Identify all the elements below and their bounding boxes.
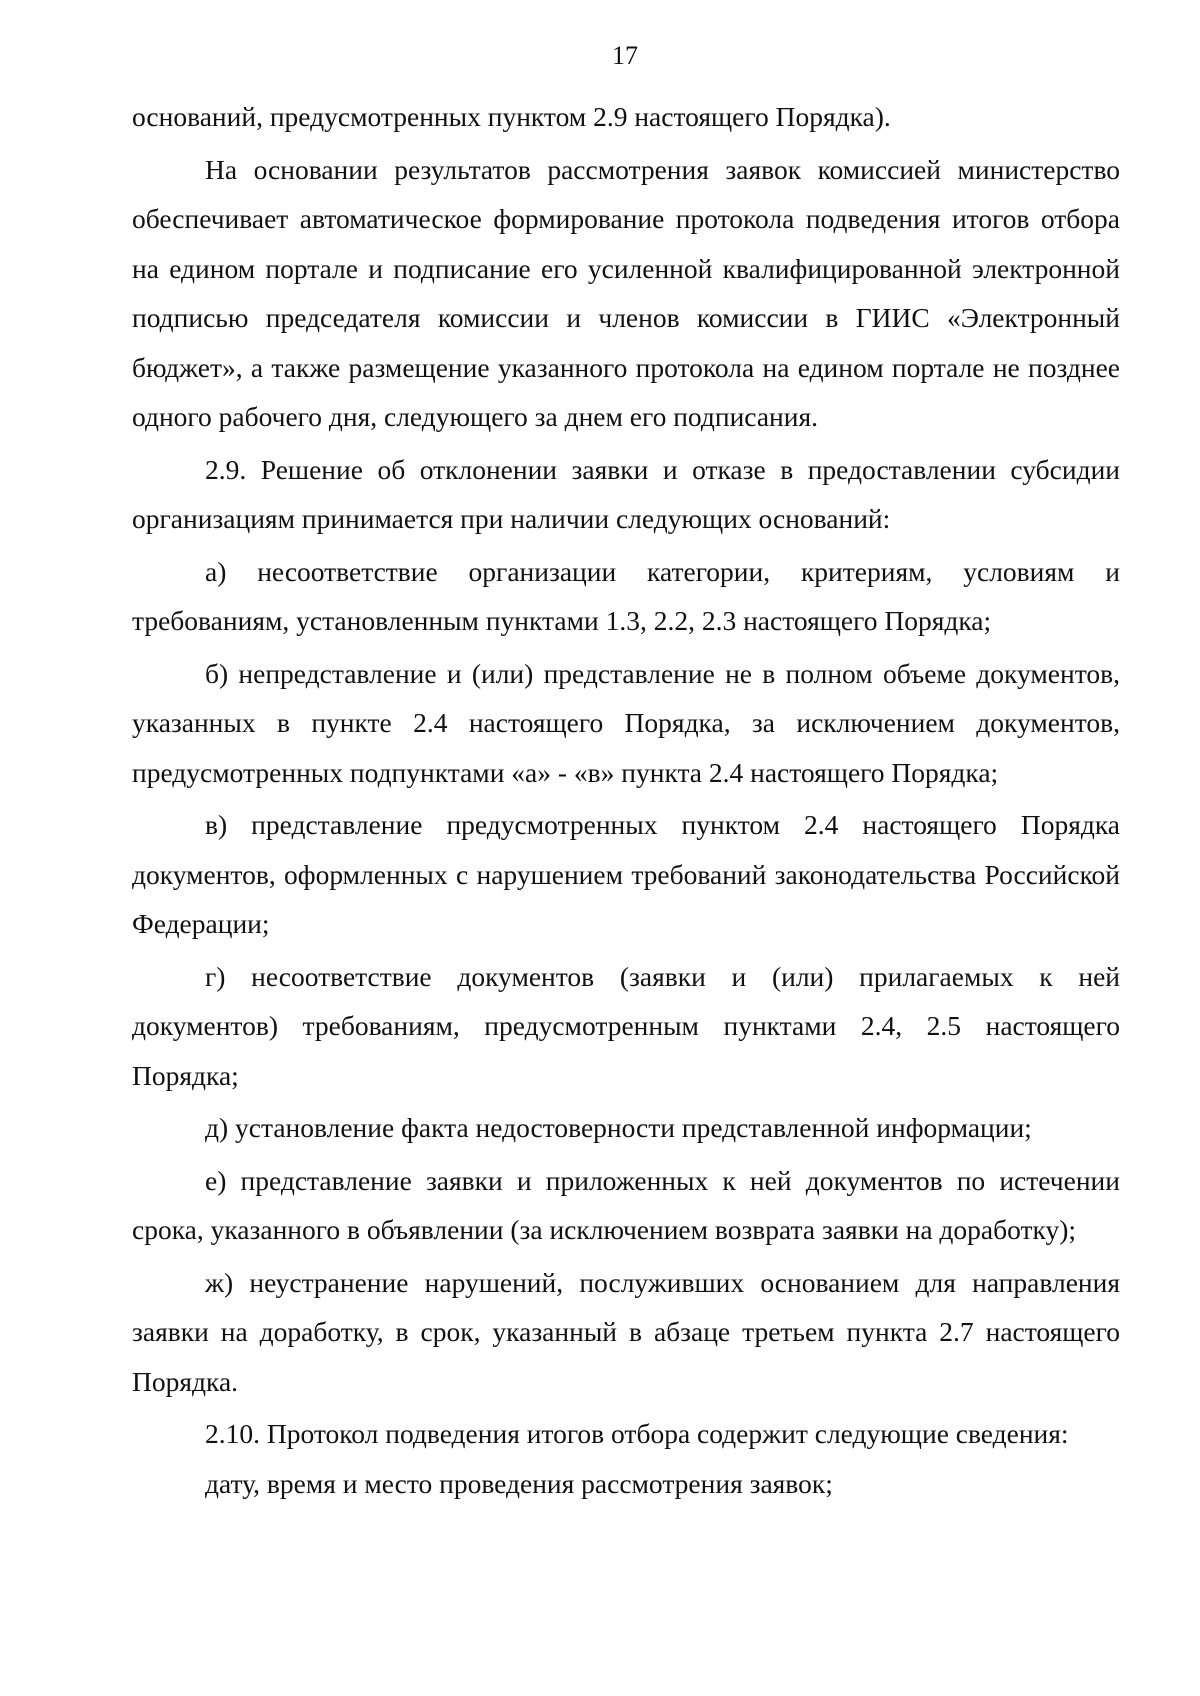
paragraph-ground-d: д) установление факта недостоверности представленной информации; [205, 1112, 1032, 1143]
page-number: 17 [612, 41, 638, 70]
document-body [132, 92, 1120, 1508]
paragraph-ground-a: а) несоответствие организации категории, критериям, условиям и требованиям, установленным пунктами 1.3, 2.2, 2.3 настоящего Порядка; [132, 555, 1120, 636]
paragraph-ground-zh: ж) неустранение нарушений, послуживших основанием для направления заявки на доработку, в срок, указанный в абзаце третьем пункта 2.7 настоящего Порядка. [132, 1266, 1120, 1397]
paragraph-clause-2-10: 2.10. Протокол подведения итогов отбора содержит следующие сведения: [205, 1418, 1069, 1449]
paragraph-ground-e: е) представление заявки и приложенных к ней документов по истечении срока, указанного в объявлении (за исключением возврата заявки на доработку); [132, 1164, 1120, 1245]
paragraph-continuation: оснований, предусмотренных пунктом 2.9 настоящего Порядка). [132, 101, 891, 132]
paragraph-ground-b: б) непредставление и (или) представление не в полном объеме документов, указанных в пункте 2.4 настоящего Порядка, за исключением документов, предусмотренных подпунктами «а» - «в» пункта 2.4 настоящего Порядка; [132, 657, 1120, 788]
paragraph-ground-g: г) несоответствие документов (заявки и (или) прилагаемых к ней документов) требованиям, предусмотренным пунктами 2.4, 2.5 настоящего Порядка; [132, 960, 1120, 1091]
paragraph-ground-v: в) представление предусмотренных пунктом 2.4 настоящего Порядка документов, оформленных с нарушением требований законодательства Российской Федерации; [132, 809, 1120, 939]
paragraph-protocol-item-1: дату, время и место проведения рассмотрения заявок; [205, 1467, 833, 1499]
paragraph-protocol-formation: На основании результатов рассмотрения заявок комиссией министерство обеспечивает автоматическое формирование протокола подведения итогов отбора на едином портале и подписание его усиленной квалифицированной электронной подписью председателя комиссии и членов комиссии в ГИИС «Электронный бюджет», а также размещение указанного протокола на едином портале не позднее одного рабочего дня, следующего за днем его подписания. [132, 153, 1120, 432]
paragraph-clause-2-9: 2.9. Решение об отклонении заявки и отказе в предоставлении субсидии организациям принимается при наличии следующих оснований: [132, 453, 1120, 534]
